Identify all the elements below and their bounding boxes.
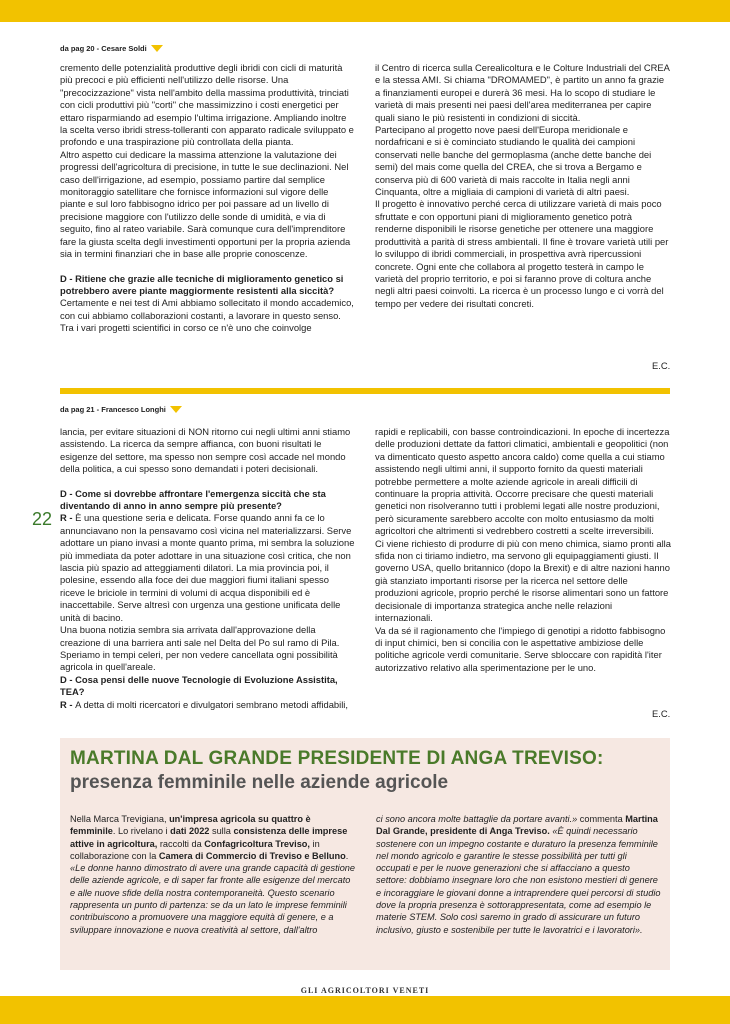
text-run: in collaborazione con la bbox=[70, 838, 320, 861]
article3-title: MARTINA DAL GRANDE PRESIDENTE DI ANGA TREVISO: bbox=[70, 748, 604, 769]
triangle-down-icon bbox=[170, 406, 182, 413]
text-run: raccolti da bbox=[157, 838, 205, 849]
text-run: commenta bbox=[577, 814, 626, 824]
quote-text: «È quindi necessario sostenere con un impegno costante e duraturo la presenza femminile nel mondo agricolo e garantire le stesse possibilità per tutti gli occupati e per le nuove generazioni che si affacciano a questo settore: dobbiamo insegnare loro che non esistono mestieri di genere e incoraggiare le giovani donne a intraprendere quei percorsi di studio dove la propria presenza è sottorappresentata, come ad esempio le materie STEM. Solo così saremo in grado di assicurare un futuro inclusivo, giusto e sostenibile per tutte le lavoratrici e i lavoratori». bbox=[376, 826, 661, 935]
page-number: 22 bbox=[32, 509, 53, 529]
quote-text: «Le donne hanno dimostrato di avere una grande capacità di gestione delle aziende agricole, e di saper far fronte alle esigenze del mercato e alle nuove sfide della nostra contemporaneità. Questo scenario rappresenta un punto di partenza: se da un lato le imprese femminili contribuiscono a promuovere una maggiore equità di genere, e a sviluppare innovazione e nuova creatività al settore, dall'altro bbox=[70, 863, 356, 935]
text-run-bold: Martina Dal Grande, presidente di Anga Treviso. bbox=[376, 814, 658, 837]
top-color-bar bbox=[0, 0, 730, 22]
article3-subtitle: presenza femminile nelle aziende agricole bbox=[70, 772, 449, 793]
paragraph: Ci viene richiesto di produrre di più con meno chimica, siamo pronti alla sfida non ci tiriamo indietro, ma servono gli equipaggiamenti giusti. Il governo USA, quello britannico (dopo la Brexit) e di altre nazioni hanno già stanziato importanti risorse per la ricerca nel settore delle produzioni agricole, proprio perché le risorse alimentari sono un fattore decisionale di importanza strategica anche nelle relazioni internazionali. bbox=[375, 537, 671, 624]
interview-answer: Certamente e nei test di Ami abbiamo sollecitato il mondo accademico, con cui abbiamo collaborazioni costanti, a lavorare in questo senso. Tra i vari progetti scientifici in corso ce n'è uno che coinvolge bbox=[60, 297, 354, 334]
article2-source-ref bbox=[60, 405, 182, 414]
article2-right-column bbox=[375, 426, 671, 674]
text-run-bold: Camera di Commercio di Treviso e Belluno bbox=[158, 850, 346, 861]
article1-source-label: da pag 20 - Cesare Soldi bbox=[60, 44, 147, 53]
triangle-down-icon bbox=[151, 45, 163, 52]
paragraph: lancia, per evitare situazioni di NON ritorno cui negli ultimi anni stiamo assistendo. La ricerca da sempre affianca, con buoni risultati le esigenze del settore, ma spesso non sempre così accade nel mondo della politica, a cui spesso sono demandati i poteri decisionali. bbox=[60, 426, 351, 475]
paragraph: rapidi e replicabili, con basse controindicazioni. In epoche di incertezza delle produzioni dettate da fattori climatici, ambientali e geopolitici (non va dimenticato questo aspetto ancora caldo) come quella a cui stiamo assistendo negli ultimi anni, il supporto fornito da questi materiali potrebbe permettere a molte aziende agricole in areali difficili di continuare la propria attività. Occorre precisare che questi materiali genetici non risolveranno tutti i problemi legati alle nostre produzioni, però sicuramente sarebbero accolte con molto entusiasmo da molti agricoltori che altrimenti si vedrebbero costretti a scelte irreversibili. bbox=[375, 426, 670, 537]
text-run-bold: consistenza delle imprese attive in agricoltura, bbox=[70, 826, 348, 849]
text-run: Nella Marca Trevigiana, bbox=[70, 814, 170, 824]
paragraph: Partecipano al progetto nove paesi dell'Europa meridionale e nordafricani e si è cominciato studiando le qualità dei campioni conservati nelle banche del germoplasma (anche dette banche dei semi) del mais come quella del CREA, che si trova a Bergamo e conserva più di 600 varietà di mais raccolte in Italia negli anni Cinquanta, oltre a migliaia di campioni di varietà di altri paesi. bbox=[375, 124, 652, 198]
answer-prefix: R - bbox=[60, 698, 76, 710]
article1-right-column bbox=[375, 62, 671, 310]
interview-answer: A detta di molti ricercatori e divulgatori sembrano metodi affidabili, bbox=[75, 698, 348, 710]
interview-question: D - Cosa pensi delle nuove Tecnologie di Evoluzione Assistita, TEA? bbox=[60, 673, 338, 698]
text-run: sulla bbox=[209, 826, 234, 837]
paragraph: Una buona notizia sembra sia arrivata dall'approvazione della creazione di una barriera anti sale nel Delta del Po sul ramo di Pila. Speriamo in tempi celeri, per non vedere cancellata ogni possibilità agricola in quell'areale. bbox=[60, 624, 340, 673]
paragraph: Va da sé il ragionamento che l'impiego di genotipi a ridotto fabbisogno di input chimici, ben si concilia con le aspettative ambiziose delle politiche agricole verdi comunitarie. Serve sbloccare con rapidità l'iter autorizzativo relativo alla sperimentazione per le uno. bbox=[375, 624, 666, 673]
section-divider bbox=[60, 388, 670, 394]
quote-text: ci sono ancora molte battaglie da portare avanti.» bbox=[376, 814, 578, 824]
article1-source-ref bbox=[60, 44, 163, 53]
article1-signature: E.C. bbox=[652, 360, 671, 371]
intro-paragraph bbox=[70, 813, 358, 862]
paragraph: Altro aspetto cui dedicare la massima attenzione la valutazione dei progressi dell'agricoltura di precisione, in tutte le sue declinazioni. Nel caso dell'irrigazione, ad esempio, possiamo partire dal semplice monitoraggio satellitare che fornisce informazioni sul vigore delle piante e sul loro fabbisogno idrico per poi passare ad un livello di precisione maggiore con l'utilizzo delle sonde di umidità, e via di seguito, fino al rateo variabile. Sarà comunque cura dell'imprenditore fare la giusta scelta degli investimenti opportuni per la propria azienda sia in termini finanziari che in base alle proprie conoscenze. bbox=[60, 148, 351, 260]
article3-right-column bbox=[376, 813, 662, 936]
quote-paragraph bbox=[376, 813, 662, 936]
bottom-color-bar bbox=[0, 996, 730, 1024]
interview-question: D - Ritiene che grazie alle tecniche di miglioramento genetico si potrebbero avere piante maggiormente resistenti alla siccità? bbox=[60, 272, 344, 296]
text-run: . Lo rivelano i bbox=[112, 826, 171, 837]
interview-answer: È una questione seria e delicata. Forse quando anni fa ce lo annunciavano non la pensavamo così vicina nel materializzarsi. Serve adottare un piano invasi a monte quanto prima, mi sembra la soluzione più immediata da poter adottare in una situazione così critica, che non lascia più spazio ad atteggiamenti dilatori. La mia provincia poi, il polesine, essendo alla foce dei due maggiori fiumi italiani spesso riceve le briciole in termini di volumi di acqua disponibili ed è inaccettabile. Serve altresì con urgenza una gestione unificata delle unità di bacino. bbox=[60, 512, 355, 623]
paragraph: il Centro di ricerca sulla Cerealicoltura e le Colture Industriali del CREA e la stessa AMI. Si chiama "DROMAMED", è partito un anno fa grazie a finanziamenti europei e durerà 36 mesi. Ha lo scopo di studiare le varietà di mais presenti nei paesi dell'area mediterranea per capire quali siano le più resistenti in condizioni di siccità. bbox=[375, 62, 670, 123]
footer-publication-name: GLI AGRICOLTORI VENETI bbox=[300, 986, 430, 995]
article2-source-label: da pag 21 - Francesco Longhi bbox=[60, 405, 166, 414]
text-run: . bbox=[345, 850, 349, 861]
text-run-bold: un'impresa agricola su quattro è femminile bbox=[70, 814, 311, 837]
text-run-bold: dati 2022 bbox=[170, 826, 210, 837]
article1-left-column bbox=[60, 62, 356, 335]
paragraph: cremento delle potenzialità produttive degli ibridi con cicli di maturità più precoci e più efficienti nell'utilizzo delle risorse. Una "precocizzazione" vista nell'ambito della massima produttività, trinciati con cicli produttivi più "corti" che massimizzino i costi energetici per ettaro risparmiando ad esempio l'ultima irrigazione. Ampliando inoltre la scelta verso ibridi stress-tolleranti con apparato radicale sviluppato e profondo e una traspirazione più controllata della pianta. bbox=[60, 62, 354, 148]
article2-signature: E.C. bbox=[652, 708, 671, 719]
answer-prefix: R - bbox=[60, 512, 76, 524]
interview-question: D - Come si dovrebbe affrontare l'emergenza siccità che sta diventando di anno in anno sempre più presente? bbox=[60, 487, 326, 512]
article2-left-column bbox=[60, 426, 356, 711]
paragraph: Il progetto è innovativo perché cerca di utilizzare varietà di mais poco sfruttate e con opportuni piani di miglioramento genetico potrà renderne disponibili le risorse genetiche per ottenere una maggiore produttività a parità di stress ambientali. Il fine è trovare varietà utili per lo sviluppo di ibridi commerciali, in prospettiva avrà ripercussioni concrete. Ogni ente che collabora al progetto testerà in campo le varietà del proprio territorio, e poi si faranno prove di coltura anche negli altri paesi coinvolti. La ricerca è un processo lungo e ci vorrà del tempo per vedere dei risultati concreti. bbox=[375, 198, 669, 309]
text-run-bold: Confagricoltura Treviso, bbox=[204, 838, 310, 849]
article3-left-column bbox=[70, 813, 358, 936]
